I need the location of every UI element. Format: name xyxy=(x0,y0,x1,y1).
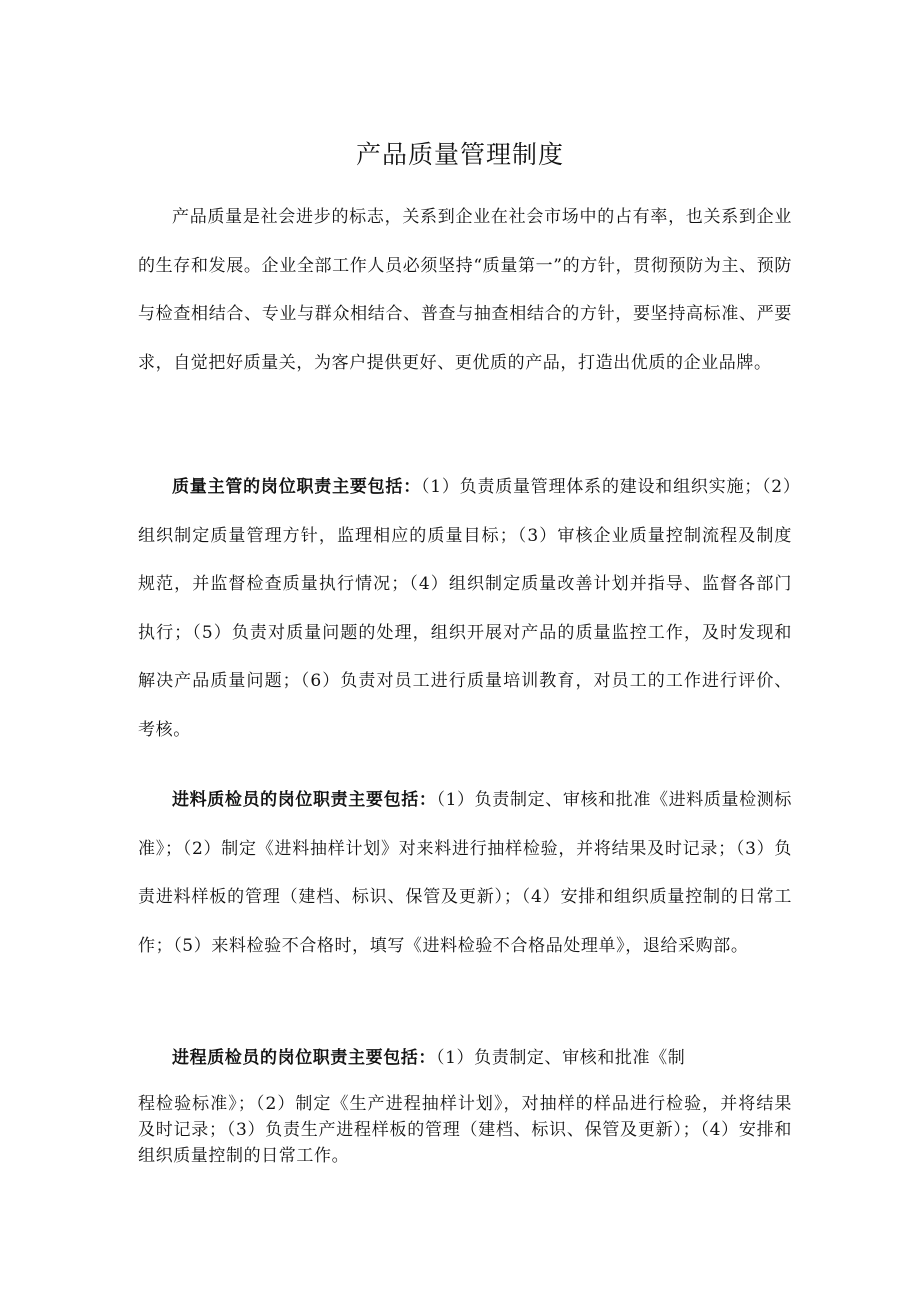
document-title: 产品质量管理制度 xyxy=(355,139,564,169)
section-heading: 进料质检员的岗位职责主要包括： xyxy=(172,790,437,810)
section-first-line xyxy=(138,1037,792,1079)
section-heading: 进程质检员的岗位职责主要包括： xyxy=(172,1048,436,1068)
section-incoming-inspector xyxy=(138,776,792,970)
section-body: （1）负责制定、审核和批准《进料质量检测标准》；（2）制定《进料抽样计划》对来料进行抽样检验，并将结果及时记录；（3）负责进料样板的管理（建档、标识、保管及更新）；（4）安排和组织质量控制的日常工作；（5）来料检验不合格时，填写《进料检验不合格品处理单》，退给采购部。 xyxy=(138,790,792,956)
section-process-inspector xyxy=(138,1037,792,1169)
section-body: （1）负责质量管理体系的建设和组织实施；（2）组织制定质量管理方针，监理相应的质量目标；（3）审核企业质量控制流程及制度规范，并监督检查质量执行情况；（4）组织制定质量改善计划并指导、监督各部门执行；（5）负责对质量问题的处理，组织开展对产品的质量监控工作，及时发现和解决产品质量问题；（6）负责对员工进行质量培训教育，对员工的工作进行评价、考核。 xyxy=(138,477,792,740)
intro-paragraph: 产品质量是社会进步的标志，关系到企业在社会市场中的占有率，也关系到企业的生存和发展。企业全部工作人员必须坚持“质量第一”的方针，贯彻预防为主、预防与检查相结合、专业与群众相结合、普查与抽查相结合的方针，要坚持高标准、严要求，自觉把好质量关，为客户提供更好、更优质的产品，打造出优质的企业品牌。 xyxy=(138,207,792,373)
section-body-first: （1）负责制定、审核和批准《制 xyxy=(436,1048,686,1068)
section-body-rest: 程检验标准》；（2）制定《生产进程抽样计划》，对抽样的样品进行检验，并将结果及时记录；（3）负责生产进程样板的管理（建档、标识、保管及更新）；（4）安排和组织质量控制的日常工作。 xyxy=(138,1094,792,1166)
section-quality-supervisor xyxy=(138,463,792,754)
section-heading: 质量主管的岗位职责主要包括： xyxy=(172,477,421,497)
